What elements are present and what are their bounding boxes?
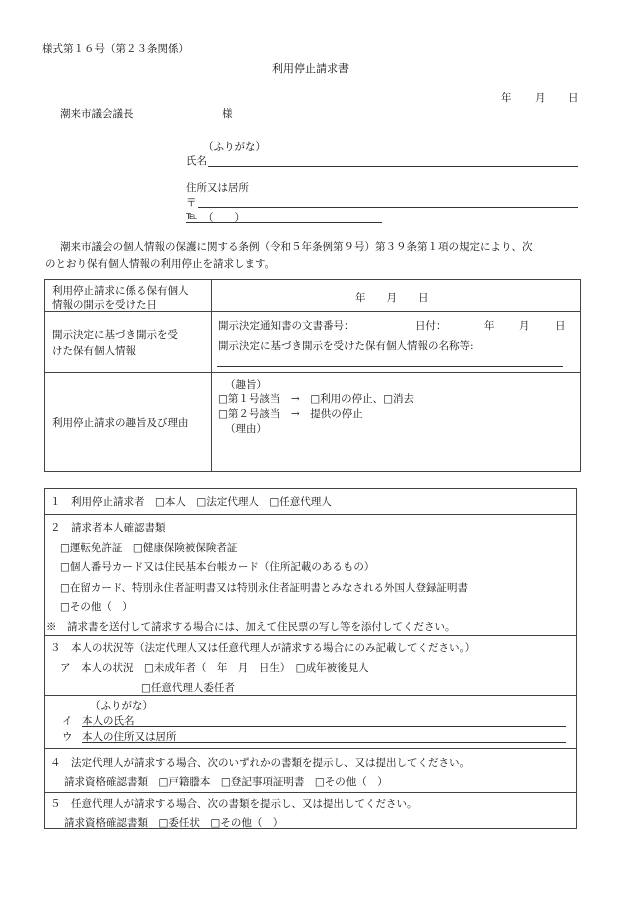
date-year-label: 年 [501,92,512,104]
postal-mark: 〒 [186,197,197,209]
disclosed-info-label-line1: 開示決定に基づき開示を受 [52,329,178,341]
principal-furigana-label: （ふりがな） [90,700,153,712]
principal-name-label: 本人の氏名 [82,715,135,727]
applicant-furigana-label: （ふりがな） [203,141,266,153]
requester-type[interactable]: １ 利用停止請求者 □本人 □法定代理人 □任意代理人 [50,496,332,508]
tel-paren: （ ） [203,212,245,224]
request-statement-line1: 潮来市議会の個人情報の保護に関する条例（令和５年条例第９号）第３９条第１項の規定により、次 [60,241,533,253]
voluntary-agent-docs-options[interactable]: 請求資格確認書類 □委任状 □その他（ ） [64,817,284,829]
reason-heading: （理由） [225,423,267,435]
principal-name-field[interactable] [82,726,566,727]
id-documents-heading: ２ 請求者本人確認書類 [50,522,166,534]
date-day-label: 日 [568,92,579,104]
voluntary-agent-docs-heading: ５ 任意代理人が請求する場合、次の書類を提示し、又は提出してください。 [50,798,418,810]
mail-request-note: ※ 請求書を送付して請求する場合には、加えて住民票の写し等を添付してください。 [46,621,456,633]
principal-status-option-delegator[interactable]: □任意代理人委任者 [141,682,235,694]
applicant-tel-field[interactable] [186,222,382,223]
table2-row-divider [44,514,577,515]
applicant-address-label: 住所又は居所 [186,182,249,194]
disclosed-info-name-field[interactable] [217,366,563,367]
notice-doc-number-label: 開示決定通知書の文書番号： [218,320,355,332]
disclosed-info-label-line2: けた保有個人情報 [52,345,136,357]
honorific: 様 [222,108,233,120]
form-number: 様式第１６号（第２３条関係） [42,43,189,55]
disclosure-date-label-line2: 情報の開示を受けた日 [52,299,157,311]
notice-year-label: 年 [484,320,495,332]
id-doc-option-mynumber[interactable]: □個人番号カード又は住民基本台帳カード（住所記載のあるもの） [60,561,375,573]
applicant-name-field[interactable] [208,166,578,167]
tel-label: ℡ [186,210,198,222]
principal-name-prefix: イ [62,715,73,727]
date-month-label: 月 [535,92,546,104]
applicant-address-field[interactable] [198,207,578,208]
purpose-heading: （趣旨） [225,379,267,391]
applicant-name-label: 氏名 [186,155,207,167]
table1-row-divider [44,372,581,373]
request-statement-line2: のとおり保有個人情報の利用停止を請求します。 [45,258,276,270]
disclosure-date-field[interactable]: 年 月 日 [355,292,429,304]
table1-column-divider [211,279,212,472]
id-doc-option-residence-card[interactable]: □在留カード、特別永住者証明書又は特別永住者証明書とみなされる外国人登録証明書 [60,582,468,594]
disclosure-date-label-line1: 利用停止請求に係る保有個人 [52,285,189,297]
notice-month-label: 月 [519,320,530,332]
disclosed-info-name-label: 開示決定に基づき開示を受けた保有個人情報の名称等: [218,340,474,352]
id-doc-option-other[interactable]: □その他（ ） [60,601,133,613]
principal-address-field[interactable] [82,742,566,743]
principal-address-prefix: ウ [62,731,73,743]
page-title: 利用停止請求書 [272,62,349,75]
purpose-option-1[interactable]: □第１号該当 → □利用の停止、□消去 [218,393,415,405]
table2-row-divider [44,748,577,749]
notice-date-label: 日付： [415,320,447,332]
purpose-reason-label: 利用停止請求の趣旨及び理由 [52,417,189,429]
table2-row-divider [44,792,577,793]
table2-row-divider [44,695,577,696]
principal-status-heading: ３ 本人の状況等（法定代理人又は任意代理人が請求する場合にのみ記載してください。） [50,642,476,654]
legal-agent-docs-heading: ４ 法定代理人が請求する場合、次のいずれかの書類を提示し、又は提出してください。 [50,757,470,769]
addressee: 潮来市議会議長 [60,108,134,120]
legal-agent-docs-options[interactable]: 請求資格確認書類 □戸籍謄本 □登記事項証明書 □その他（ ） [64,776,388,788]
table2-row-divider [44,635,577,636]
notice-day-label: 日 [555,320,566,332]
principal-address-label: 本人の住所又は居所 [82,731,177,743]
purpose-option-2[interactable]: □第２号該当 → 提供の停止 [218,408,363,420]
id-doc-option-license-insurance[interactable]: □運転免許証 □健康保険被保険者証 [60,542,238,554]
principal-status-options[interactable]: ア 本人の状況 □未成年者（ 年 月 日生） □成年被後見人 [60,662,369,674]
